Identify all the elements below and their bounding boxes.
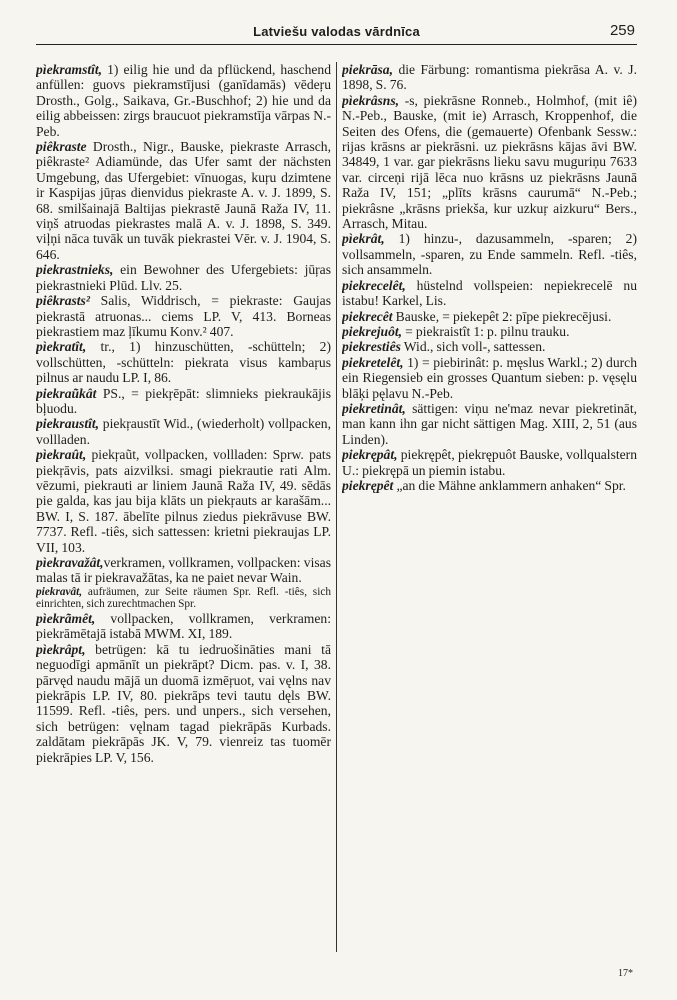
entry-headword: piekraustît,	[36, 416, 100, 432]
right-column	[342, 62, 637, 962]
entry-definition: Bauske, = piekepêt 2: pīpe piekrecējusi.	[392, 308, 612, 324]
printer-signature: 17*	[618, 968, 633, 979]
entry-headword: piekrestiês	[342, 339, 401, 355]
entry-definition: piekrępêt, piekrępuôt Bauske, vollqualstern U.: piekrępā un piemin istabu.	[342, 447, 637, 478]
dictionary-entry	[342, 339, 637, 354]
entry-definition: betrügen: kā tu iedruošināties mani tā neguodīgi apmānīt un piekrāpt? Dicm. pas. v. I, 38. pārvęd naudu mājā un duomā izmēŗuot, vai vęlns nav piekrāpis LP. IV, 80. piekrāps tevi tautu dęls BW. 11599. Refl. -tiês, pers. und unpers., sich versehen, sich betrügen: vęlnam tagad piekrāpās Kurbads. zaldātam piekrāpās JK. V, 79. vienreiz tas tuomēr piekrāpies LP. V, 156.	[36, 641, 331, 765]
entry-headword: piekrępêt	[342, 477, 394, 493]
dictionary-entry	[36, 586, 331, 611]
entry-definition: aufräumen, zur Seite räumen Spr. Refl. -tiês, sich einrichten, sich zurechtmachen Spr.	[36, 585, 331, 611]
entry-headword: piekretinât,	[342, 400, 406, 416]
dictionary-entry	[36, 416, 331, 447]
entry-headword: piekrępât,	[342, 447, 398, 463]
entry-headword: piekrastnieks,	[36, 262, 114, 278]
entry-definition: Wid., sich voll-, sattessen.	[400, 339, 546, 355]
entry-definition: verkramen, vollkramen, vollpacken: visas malas tā ir piekravažātas, ka ne paiet nevar Wain.	[36, 555, 331, 586]
dictionary-entry	[36, 262, 331, 293]
entry-definition: die Färbung: romantisma piekrāsa A. v. J. 1898, S. 76.	[342, 62, 637, 93]
left-column	[36, 62, 331, 962]
dictionary-entry	[36, 611, 331, 642]
dictionary-entry	[342, 278, 637, 309]
entry-definition: -s, piekrāsne Ronneb., Holmhof, (mit iê) N.-Peb., Bauske, (mit ie) Arrasch, Kroppenhof, die Seiten des Ofens, die (gemauerte) Ofenbank Sessw.: rijas krāsns ar piekrāsni. uz piekrāsns kājas āvi BW. 34849, 1 var. gar piekrāsns lieku savu muguriņu 7633 var. circeņi rijā lēca nuo krāsns uz piekrāsns Jaunā Raža IV, 151; „plīts krāsns caurumā“ N.-Peb.; piekrâsne „krāsns priekša, kur uzkuŗ aizkuru“ Bers., Arrasch, Mitau.	[342, 92, 637, 232]
dictionary-entry	[36, 555, 331, 586]
entry-headword: piekravât,	[36, 585, 83, 598]
dictionary-entry	[36, 447, 331, 555]
dictionary-entry	[342, 309, 637, 324]
dictionary-entry	[342, 324, 637, 339]
entry-definition: ein Bewohner des Ufergebiets: jūŗas piekrastnieki Plūd. Llv. 25.	[36, 262, 331, 293]
page-header	[36, 22, 637, 45]
entry-headword: piekraũkât	[36, 385, 97, 401]
dictionary-entry	[342, 355, 637, 401]
entry-headword: pìekrâsns,	[342, 92, 400, 108]
entry-headword: piekrejuôt,	[342, 323, 403, 339]
entry-definition: PS., = piekŗēpāt: slimnieks piekraukājis bļuodu.	[36, 385, 331, 416]
entry-definition: vollpacken, vollkramen, verkramen: piekrāmētajā istabā MWM. XI, 189.	[36, 611, 331, 642]
entry-headword: pìekraût,	[36, 447, 87, 463]
entry-definition: sättigen: viņu ne'maz nevar piekretināt, man kann ihn gar nicht sättigen Mag. XIII, 2, 51 (aus Linden).	[342, 400, 637, 447]
dictionary-entry	[342, 478, 637, 493]
entry-headword: pìekravažât,	[36, 555, 104, 570]
entry-headword: pìekramstît,	[36, 62, 103, 77]
entry-definition: = piekraistît 1: p. pilnu trauku.	[402, 323, 570, 339]
dictionary-entry	[36, 386, 331, 417]
entry-definition: Salis, Widdrisch, = piekraste: Gaujas piekrastā atruonas... ciems LP. V, 413. Borneas piekrastiem maz ļīkumu Konv.² 407.	[36, 293, 331, 339]
entry-headword: piekretelêt,	[342, 354, 404, 370]
dictionary-entry	[342, 401, 637, 447]
entry-headword: piekrecêt	[342, 308, 393, 324]
dictionary-entry	[342, 62, 637, 93]
dictionary-entry	[36, 62, 331, 139]
running-title: Latviešu valodas vārdnīca	[253, 24, 420, 39]
entry-definition: 1) eilig hie und da pflückend, haschend anfüllen: guovs piekramstījusi (ganīdamās) vēdeŗu Drosth., Golg., Saikava, Gr.-Buschhof; 2) hie und da eilig abbeissen: zirgs braucuot piekramstīja vārpas N.-Peb.	[36, 62, 331, 139]
two-column-body	[36, 62, 637, 962]
entry-headword: piekrāsa,	[342, 62, 393, 77]
dictionary-entry	[36, 139, 331, 262]
page-number: 259	[609, 22, 635, 39]
entry-definition: hüstelnd vollspeien: nepiekrecelē nu istabu! Karkel, Lis.	[342, 277, 637, 309]
dictionary-entry	[342, 93, 637, 232]
entry-headword: piekrecelêt,	[342, 277, 406, 293]
entry-headword: pìekrâpt,	[36, 641, 86, 657]
entry-headword: piêkrasts²	[36, 293, 90, 309]
entry-headword: pìekrãmêt,	[36, 611, 96, 626]
dictionary-entry	[36, 293, 331, 339]
entry-headword: pìekrât,	[342, 231, 385, 247]
entry-definition: Drosth., Nigr., Bauske, piekraste Arrasch, piêkraste² Adiamünde, das Ufer samt der nächsten Umgebung, das Ufergebiet: vīnuogas, kuŗu dzimtene ir Kaspijas jūŗas dienvidus piekraste A. v. J. 1899, S. 68. smilšainajā Baltijas piekrastē Jaunā Raža IV, 11. viņš atruodas piekrastes malā A. v. J. 1898, S. 349. viļņi nāca tuvāk un tuvāk piekrastei Vēr. v. J. 1904, S. 646.	[36, 139, 331, 262]
entry-headword: piêkraste	[36, 139, 87, 155]
entry-definition: piekŗaustīt Wid., (wiederholt) vollpacken, vollladen.	[36, 416, 331, 447]
entry-definition: 1) hinzu-, dazusammeln, -sparen; 2) vollsammeln, -sparen, zu Ende sammeln. Refl. -tiês, sich ansammeln.	[342, 231, 637, 278]
entry-definition: „an die Mähne anklammern anhaken“ Spr.	[393, 477, 626, 493]
entry-definition: piekŗaũt, vollpacken, vollladen: Sprw. pats piekŗāvis, pats aizvilksi. smagi piekrautie rati Alm. vēzumi, piekrauti ar liniem Jaunā Raža IV, 49. sēdās pie galda, kas jau bija klāts un piekŗauts ar karašām... BW. I, S. 187. ābelīte pilnus ziedus piekrāvuse BW. 7737. Refl. -tiês, sich sattessen: krietni piekraujas LP. VII, 103.	[36, 447, 331, 555]
entry-definition: 1) = piebirinât: p. męslus Warkl.; 2) durch ein Riegensieb ein grosses Quantum sieben: p. vęsęlu blāķi pęlavu N.-Peb.	[342, 354, 637, 401]
dictionary-entry	[342, 447, 637, 478]
dictionary-entry	[342, 231, 637, 277]
column-divider	[336, 62, 337, 952]
entry-definition: tr., 1) hinzuschütten, -schütteln; 2) vollschütten, -schütteln: piekrata visus kambaŗus pilnus ar naudu LP. I, 86.	[36, 339, 331, 386]
dictionary-entry	[36, 339, 331, 385]
entry-headword: pìekratît,	[36, 339, 87, 355]
dictionary-entry	[36, 642, 331, 765]
